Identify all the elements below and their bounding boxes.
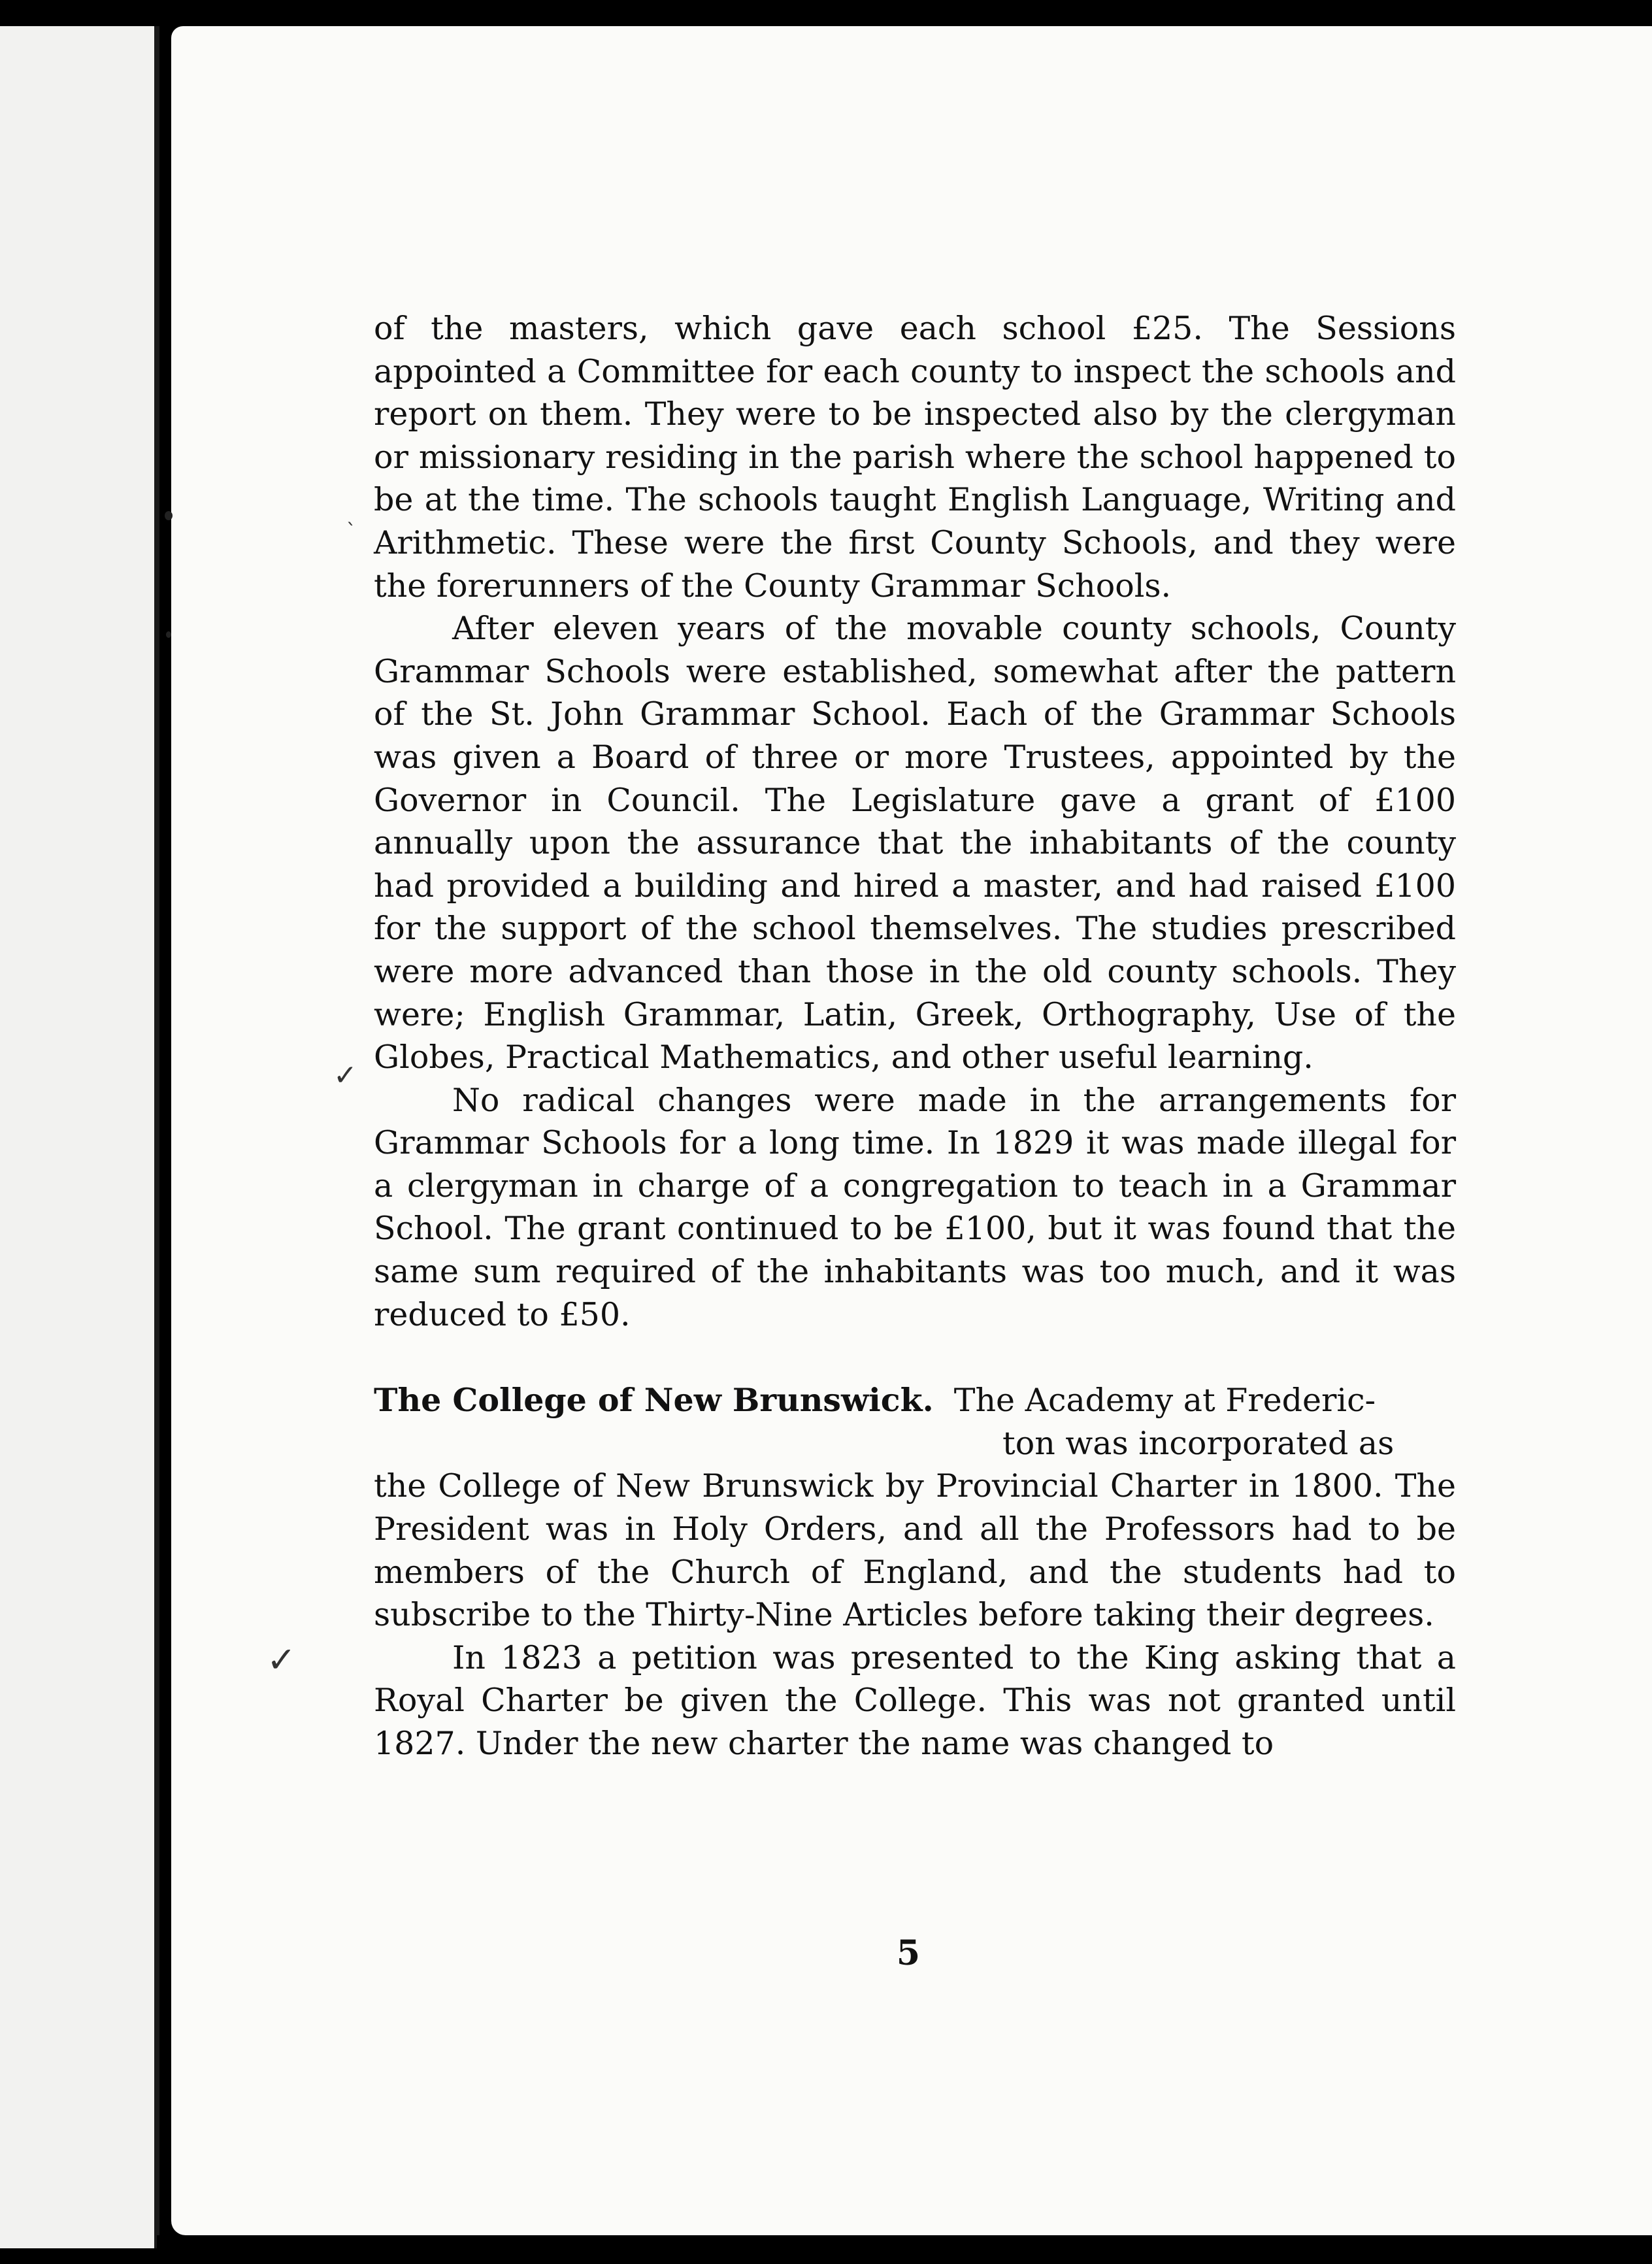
gutter-shadow — [154, 26, 159, 2248]
section-heading: The College of New Brunswick. — [374, 1381, 934, 1420]
paragraph: No radical changes were made in the arrangements for Grammar Schools for a long time. In 1829 it was made illegal for a clergyman in charge of a congregation to teach in a Grammar School. The grant continued to be £100, but it was found that the same sum required of the inhabitants was too much, and it was reduced to £50. — [374, 1081, 1456, 1333]
section-first-line — [374, 1379, 1456, 1422]
paragraph: In 1823 a petition was presented to the King asking that a Royal Charter be given the College. This was not granted until 1827. Under the new charter the name was changed to — [374, 1639, 1456, 1762]
pencil-check-mark: ✓ — [333, 1059, 357, 1092]
page-body — [374, 307, 1456, 1765]
facing-page-edge — [0, 26, 157, 2248]
margin-dot — [165, 511, 173, 520]
section-first-line-text: The Academy at Frederic- — [953, 1382, 1376, 1420]
section-hang-line: ton was incorporated as — [1002, 1424, 1395, 1462]
bottom-border — [157, 2235, 1652, 2264]
paragraph: of the masters, which gave each school £25. The Sessions appointed a Committee for each county to inspect the schools and report on them. They were to be inspected also by the clergyman or missionary residing in the parish where the school happened to be at the time. The schools taught English Language, Writing and Arithmetic. These were the first County Schools, and they were the forerunners of the County Grammar Schools. — [374, 310, 1456, 605]
pencil-check-mark: ✓ — [267, 1639, 297, 1680]
page-number: 5 — [896, 1933, 921, 1973]
paragraph: the College of New Brunswick by Provincial Charter in 1800. The President was in Holy Orders, and all the Professors had to be members of the Church of England, and the students had to subscribe to the Thirty-Nine Articles before taking their degrees. — [374, 1467, 1456, 1634]
margin-dot — [166, 631, 171, 638]
section-spacer — [374, 1336, 1456, 1379]
paragraph: After eleven years of the movable county schools, County Grammar Schools were established, somewhat after the pattern of the St. John Grammar School. Each of the Grammar Schools was given a Board of three or more Trustees, appointed by the Governor in Council. The Legislature gave a grant of £100 annually upon the assurance that the inhabitants of the county had provided a building and hired a master, and had raised £100 for the support of the school themselves. The studies prescribed were more advanced than those in the old county schools. They were; English Grammar, Latin, Greek, Orthography, Use of the Globes, Practical Mathematics, and other useful learning. — [374, 610, 1456, 1076]
pencil-tick-mark: ˎ — [346, 503, 356, 526]
